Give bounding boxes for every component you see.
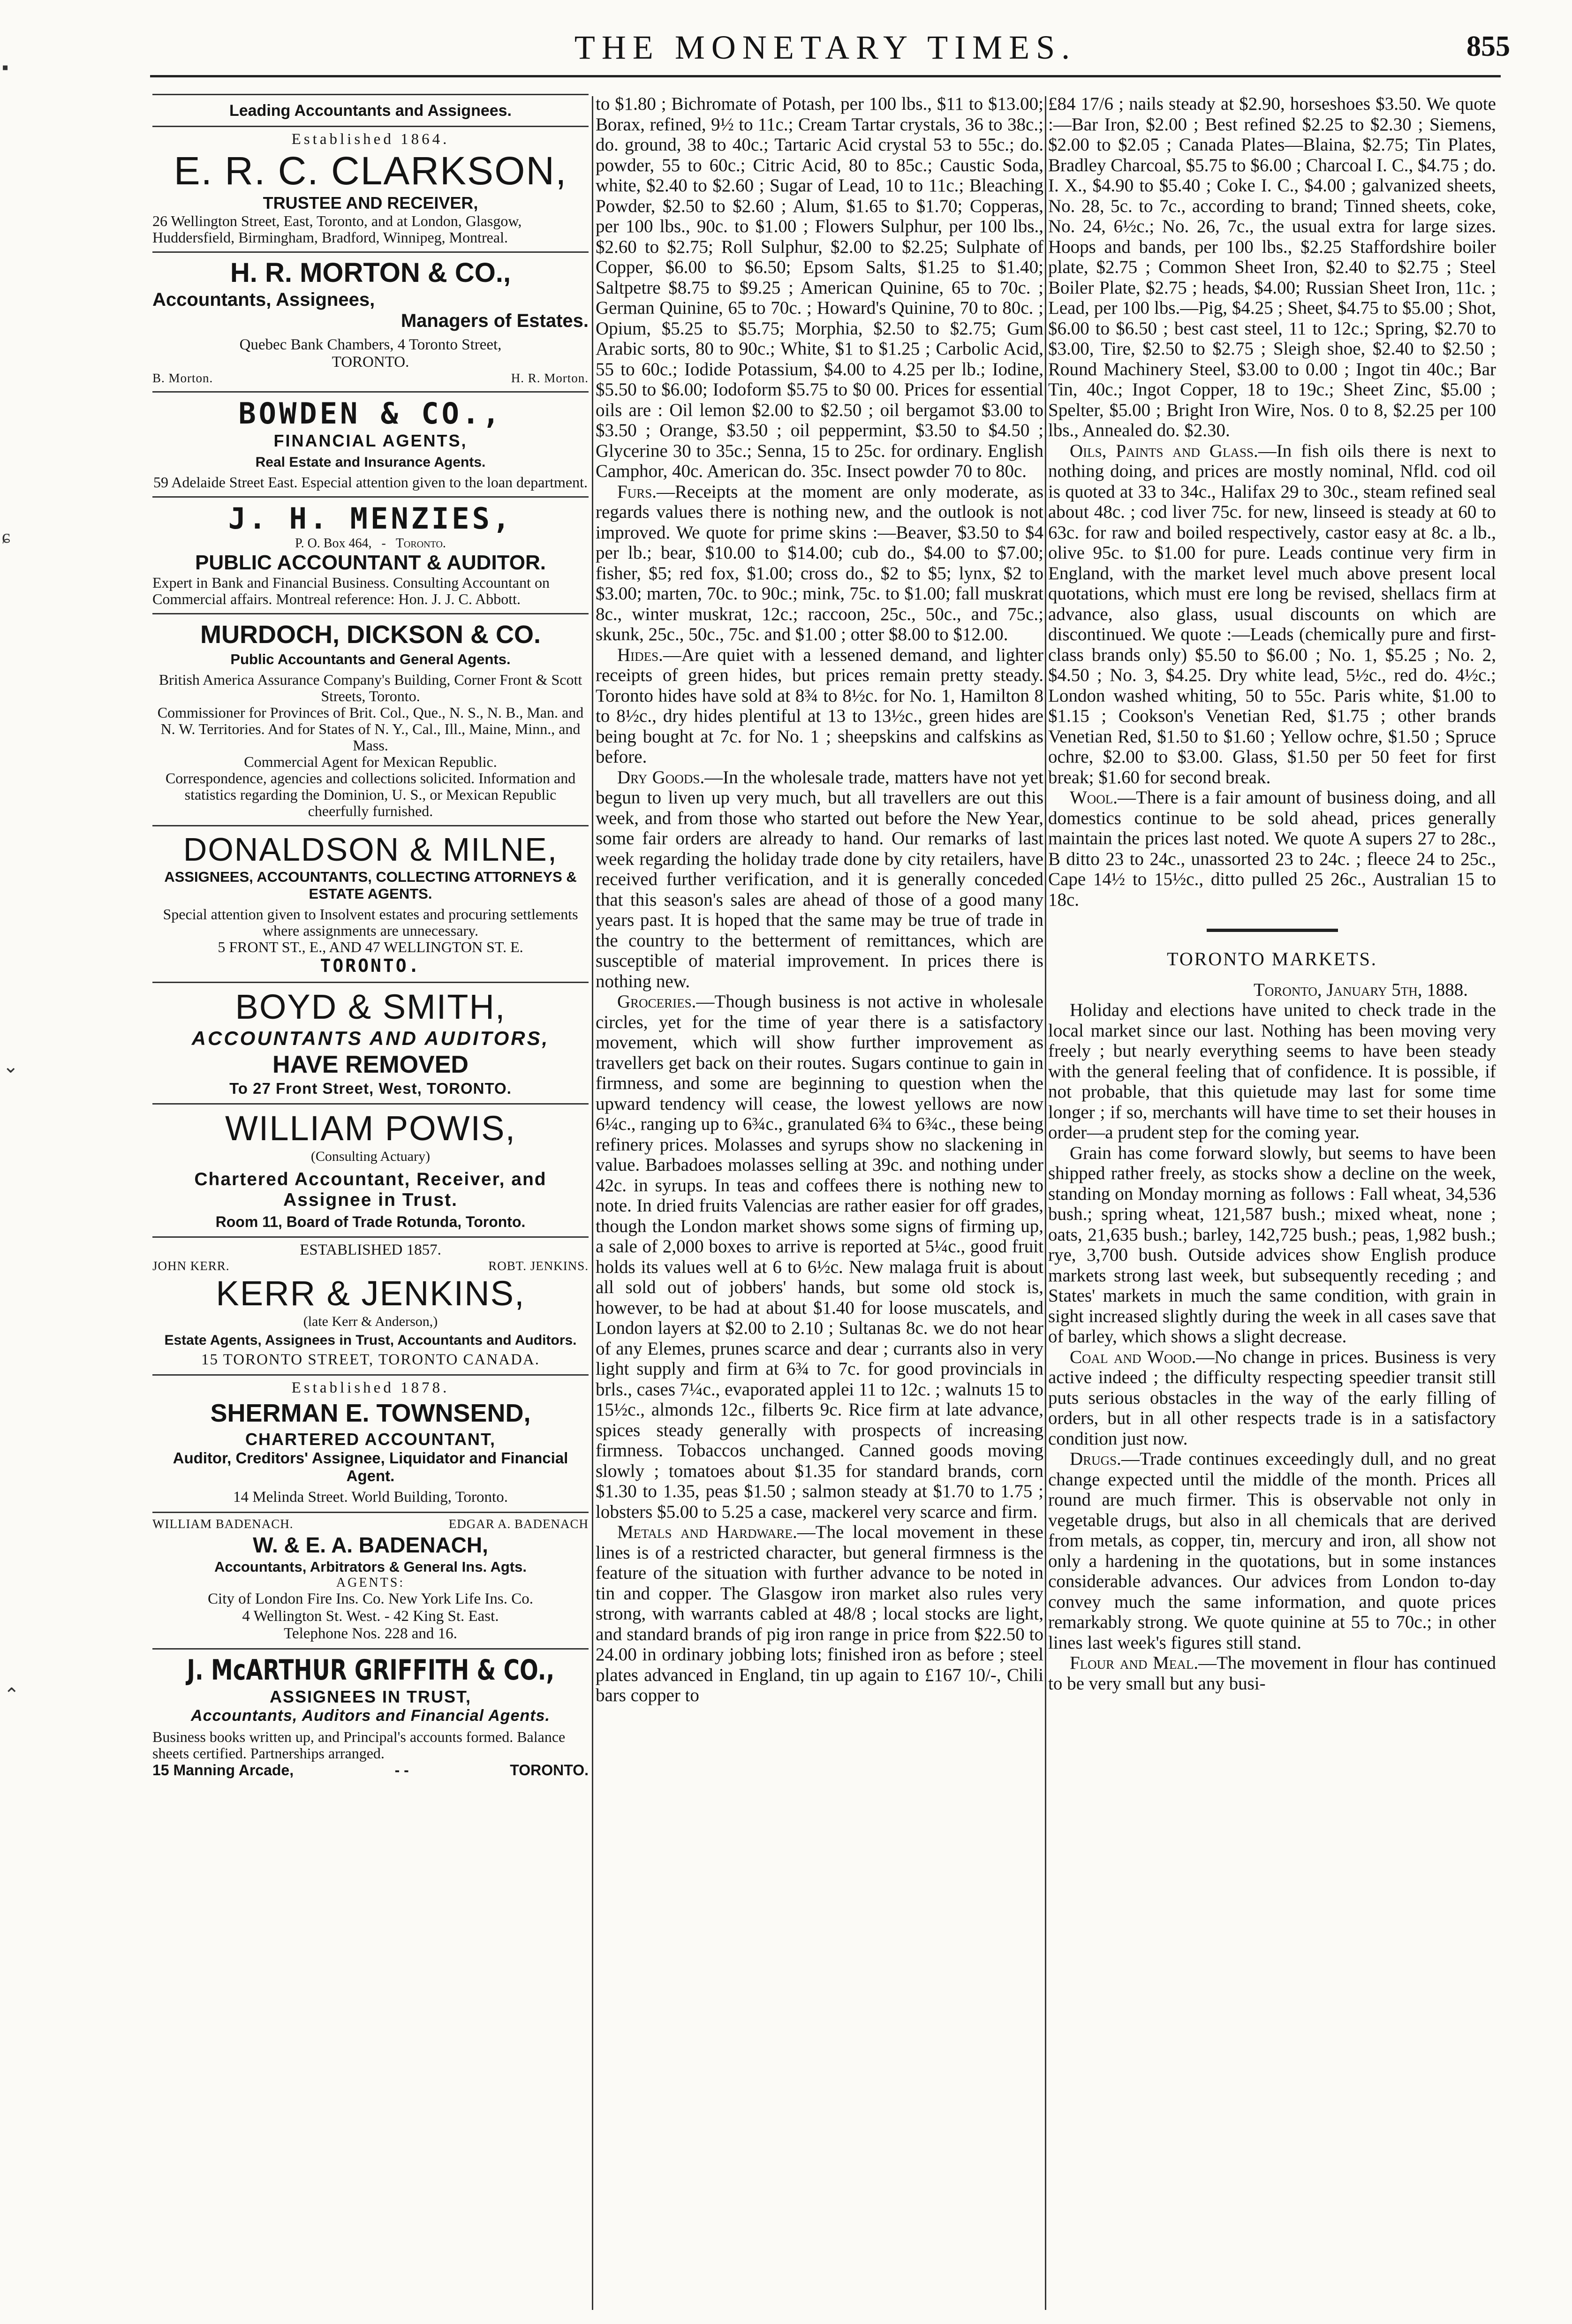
firm-role: Estate Agents, Assignees in Trust, Accountants and Auditors. xyxy=(164,1332,577,1348)
partner-left: WILLIAM BADENACH. xyxy=(152,1517,294,1531)
market-report-column-3 xyxy=(1048,94,1496,2312)
firm-name: J. H. MENZIES, xyxy=(228,501,513,536)
firm-role: ACCOUNTANTS AND AUDITORS, xyxy=(191,1027,550,1049)
firm-role: ASSIGNEES, ACCOUNTANTS, COLLECTING ATTORNEYS & ESTATE AGENTS. xyxy=(164,869,577,902)
masthead xyxy=(155,28,1510,75)
firm-line: Accountants, Auditors and Financial Agents. xyxy=(191,1707,550,1725)
section-divider xyxy=(1207,929,1338,932)
page-number: 855 xyxy=(1466,30,1510,62)
firm-name: E. R. C. CLARKSON, xyxy=(174,149,567,193)
grain-paragraph: Grain has come forward slowly, but seems to have been shipped rather freely, as stocks show a decline on the week, standing on Monday morning as follows : Fall wheat, 34,536 bush.; spring wheat, 121,587 bush.; mixed wheat, none ; oats, 21,635 bush.; barley, 142,725 bush.; peas, 1,982 bush.; rye, 3,700 bush. Outside advices show English produce markets strong last week, but subsequently receding ; and States' markets in much the same condition, with grain in sight increased slightly during the week in all cases save that of barley, which shows a slight decrease. xyxy=(1048,1143,1496,1347)
firm-name: MURDOCH, DICKSON & CO. xyxy=(200,621,541,649)
firm-line: Real Estate and Insurance Agents. xyxy=(255,454,486,470)
ad-murdoch xyxy=(152,614,589,826)
firm-name: WILLIAM POWIS, xyxy=(225,1109,516,1148)
ad-menzies xyxy=(152,498,589,614)
markets-intro-paragraph: Holiday and elections have united to check trade in the local market since our last. Nothing has been moving very freely ; but nearly everything seems to have been steady with the general feeling that of confidence. It is possible, if not probable, that this quietude may last for some time longer ; if so, merchants will have time to set their houses in order—a prudent step for the coming year. xyxy=(1048,1000,1496,1143)
ad-clarkson xyxy=(152,127,589,253)
ad-powis xyxy=(152,1105,589,1238)
ad-griffith xyxy=(152,1650,589,1785)
firm-sub: (late Kerr & Anderson,) xyxy=(303,1314,438,1329)
firm-name: BOWDEN & CO., xyxy=(238,396,503,431)
wool-heading: Wool. xyxy=(1070,787,1118,808)
established-line: Established 1878. xyxy=(291,1379,450,1396)
masthead-title: THE MONETARY TIMES. xyxy=(574,29,1077,66)
ad-kerr xyxy=(152,1238,589,1376)
firm-role: ASSIGNEES IN TRUST, xyxy=(269,1687,472,1706)
advertisements-column xyxy=(152,94,589,2312)
margin-mark: ⌃ xyxy=(4,1684,20,1705)
partner-left: B. Morton. xyxy=(152,371,213,385)
firm-name: W. & E. A. BADENACH, xyxy=(253,1533,488,1557)
partner-right: ROBT. JENKINS. xyxy=(488,1259,589,1273)
po-box-line: P. O. Box 464, - Toronto. xyxy=(295,536,446,551)
ad-badenach xyxy=(152,1513,589,1650)
firm-city: TORONTO. xyxy=(332,354,409,371)
established-line: Established 1864. xyxy=(291,131,450,148)
hides-heading: Hides. xyxy=(617,644,663,665)
metals-continued-paragraph: £84 17/6 ; nails steady at $2.90, horseshoes $3.50. We quote :—Bar Iron, $2.00 ; Best refined $2.25 to $2.30 ; Siemens, $2.00 to $2.05 ; Canada Plates—Blaina, $2.75; Tin Plates, Bradley Charcoal, $5.75 to $6.00 ; Charcoal I. C., $4.75 ; do. I. X., $4.90 to $5.40 ; Coke I. C., $4.00 ; galvanized sheets, No. 28, 5c. to 7c., according to brand; Tinned sheets, coke, No. 24, 6½c.; No. 26, 7c., the usual extra for large sizes. Hoops and bands, per 100 lbs., $2.25 Staffordshire boiler plate, $2.75 ; Common Sheet Iron, $2.40 to $2.75 ; Steel Boiler Plate, $2.75 ; heads, $4.00; Russian Sheet Iron, 11c. ; Lead, per 100 lbs.—Pig, $4.25 ; Sheet, $4.75 to $5.00 ; Shot, $6.00 to $6.50 ; best cast steel, 11 to 12c.; Spring, $2.70 to $3.00, Tire, $2.50 to $2.75 ; Sleigh shoe, $2.40 to $2.50 ; Round Machinery Steel, $3.00 to 0.00 ; Ingot tin 40c.; Bar Tin, 40c.; Ingot Copper, 18 to 19c.; Sheet Zinc, $5.00 ; Spelter, $5.00 ; Bright Iron Wire, Nos. 0 to 8, $2.25 per 100 lbs., Annealed do. $2.30. xyxy=(1048,94,1496,440)
firm-line: City of London Fire Ins. Co. New York Life Ins. Co. xyxy=(208,1590,533,1607)
ad-bowden xyxy=(152,393,589,498)
firm-name: H. R. MORTON & CO., xyxy=(230,257,511,288)
partner-right: H. R. Morton. xyxy=(511,371,589,385)
ad-donaldson xyxy=(152,826,589,983)
coal-heading: Coal and Wood. xyxy=(1070,1347,1196,1367)
ad-boyd xyxy=(152,983,589,1105)
firm-address: Room 11, Board of Trade Rotunda, Toronto. xyxy=(215,1213,526,1230)
firm-text: Business books written up, and Principal's accounts formed. Balance sheets certified. Partnerships arranged. xyxy=(152,1728,566,1762)
metals-heading: Metals and Hardware. xyxy=(617,1522,797,1542)
firm-text: Expert in Bank and Financial Business. Consulting Accountant on Commercial affairs. Montreal reference: Hon. J. J. C. Abbott. xyxy=(152,574,550,607)
established-line: ESTABLISHED 1857. xyxy=(300,1241,441,1258)
firm-role: CHARTERED ACCOUNTANT, xyxy=(245,1430,496,1449)
firm-address: 15 Manning Arcade, - - TORONTO. xyxy=(152,1762,589,1779)
firm-address: 26 Wellington Street, East, Toronto, and at London, Glasgow, Huddersfield, Birmingham, Bradford, Winnipeg, Montreal. xyxy=(152,212,522,246)
hides-paragraph: Hides.—Are quiet with a lessened demand, and lighter receipts of green hides, but prices remain pretty steady. Toronto hides have sold at 8¾ to 8½c. for No. 1, Hamilton 8 to 8½c., dry hides plentiful at 13 to 13½c., green hides are being bought at 7c. for No. 1 ; sheepskins and calfskins as before. xyxy=(596,644,1043,767)
firm-line: Commissioner for Provinces of Brit. Col., Que., N. S., N. B., Man. and N. W. Territories. And for States of N. Y., Cal., Ill., Maine, Minn., and Mass. xyxy=(157,704,584,754)
firm-line: Telephone Nos. 228 and 16. xyxy=(284,1625,457,1642)
firm-address: 15 TORONTO STREET, TORONTO CANADA. xyxy=(201,1351,540,1368)
firm-role: PUBLIC ACCOUNTANT & AUDITOR. xyxy=(195,551,546,574)
firm-name: BOYD & SMITH, xyxy=(235,987,506,1026)
firm-role: Chartered Accountant, Receiver, and Assignee in Trust. xyxy=(194,1169,547,1210)
firm-address: 14 Melinda Street. World Building, Toronto. xyxy=(233,1489,508,1506)
margin-mark: ⌄ xyxy=(3,1056,19,1077)
margin-mark: ɕ xyxy=(2,526,10,547)
firm-role: FINANCIAL AGENTS, xyxy=(273,431,468,450)
firm-notice: HAVE REMOVED xyxy=(272,1051,469,1078)
firm-role: TRUSTEE AND RECEIVER, xyxy=(263,193,478,212)
furs-paragraph: Furs.—Receipts at the moment are only moderate, as regards values there is nothing new, and the outlook is not improved. We quote for prime skins :—Beaver, $3.50 to $4 per lb.; bear, $10.00 to $14.00; cub do., $4.00 to $7.00; fisher, $5; red fox, $1.00; cross do., $2 to $5; lynx, $2 to $3.00; marten, 70c. to 90c.; mink, 75c. to $1.00; fall muskrat 8c., winter muskrat, 12c.; raccoon, 25c., 50c., and 75c.; skunk, 25c., 50c., 75c. and $1.00 ; otter $8.00 to $12.00. xyxy=(596,481,1043,644)
margin-mark: ▪ xyxy=(2,57,9,78)
toronto-markets-heading: TORONTO MARKETS. xyxy=(1167,948,1377,969)
firm-name: KERR & JENKINS, xyxy=(216,1274,525,1313)
firm-line: 4 Wellington St. West. - 42 King St. East. xyxy=(242,1608,499,1625)
firm-name: J. McARTHUR GRIFFITH & CO., xyxy=(187,1654,554,1687)
dry-goods-heading: Dry Goods. xyxy=(617,767,705,787)
oils-paragraph: Oils, Paints and Glass.—In fish oils there is next to nothing doing, and prices are mostly nominal, Nfld. cod oil is quoted at 33 to 34c., Halifax 29 to 30c., steam refined seal about 48c. ; cod liver 75c. for new, linseed is steady at 60 to 63c. for raw and boiled respectively, castor easy at 8c. a lb., olive 95c. to $1.00 for pure. Leads continue very firm in England, with the market level much above present local quotations, which must ere long be revised, shellacs firm at advance, also glass, usual discounts on which are discontinued. We quote :—Leads (chemically pure and first-class brands only) $5.50 to $6.00 ; No. 1, $5.25 ; No. 2, $4.50 ; No. 3, $4.25. Dry white lead, 5½c., red do. 4½c.; London washed whiting, 50 to 55c. Paris white, $1.00 to $1.15 ; Cookson's Venetian Red, $1.75 ; other brands Venetian Red, $1.50 to $1.60 ; Yellow ochre, $1.50 ; Spruce ochre, $2.00 to $3.00. Glass, $1.50 per 50 feet for first break; $1.60 for second break. xyxy=(1048,440,1496,787)
firm-line: Commercial Agent for Mexican Republic. xyxy=(244,753,497,770)
firm-city: TORONTO. xyxy=(320,955,421,976)
firm-sub: (Consulting Actuary) xyxy=(310,1149,431,1164)
partners-line xyxy=(152,371,589,386)
ad-morton xyxy=(152,253,589,393)
firm-role: Accountants, Assignees, xyxy=(152,289,375,310)
firm-address: Quebec Bank Chambers, 4 Toronto Street, xyxy=(239,336,502,353)
partner-left: JOHN KERR. xyxy=(152,1259,230,1273)
firm-address: 5 FRONT ST., E., AND 47 WELLINGTON ST. E. xyxy=(218,939,523,955)
firm-line: Auditor, Creditors' Assignee, Liquidator and Financial Agent. xyxy=(173,1449,568,1484)
firm-address: 59 Adelaide Street East. Especial attention given to the loan department. xyxy=(153,474,588,491)
drugs-heading: Drugs. xyxy=(1070,1449,1121,1469)
market-report-column-2 xyxy=(596,94,1043,2312)
metals-paragraph: Metals and Hardware.—The local movement in these lines is of a restricted character, but general firmness is the feature of the situation with further advance to be noted in tin and copper. The Glasgow iron market also rules very strong, with warrants cabled at 48/8 ; local stocks are light, and standard brands of pig iron range in price from $22.50 to 24.00 in ordinary jobbing lots; finished iron as before ; steel plates advanced in England, tin up again to £167 10/-, Chili bars copper to xyxy=(596,1522,1043,1705)
dry-goods-paragraph: Dry Goods.—In the wholesale trade, matters have not yet begun to liven up very much, but all travellers are out this week, and from those who started out before the New Year, some fair orders are already to hand. Our remarks of last week regarding the holiday trade done by city retailers, have received further verification, and it is generally conceded that this season's sales are ahead of those of a good many years past. It is hoped that the same may be true of trade in the country to the betterment of remittances, which are susceptible of material improvement. In prices there is nothing new. xyxy=(596,767,1043,992)
firm-role: Public Accountants and General Agents. xyxy=(230,651,511,667)
partner-right: EDGAR A. BADENACH xyxy=(448,1517,589,1531)
firm-text: Special attention given to Insolvent estates and procuring settlements where assignments are unnecessary. xyxy=(163,906,578,939)
section-heading: Leading Accountants and Assignees. xyxy=(152,94,589,127)
furs-heading: Furs. xyxy=(617,481,657,502)
firm-role: Accountants, Arbitrators & General Ins. Agts. xyxy=(214,1559,527,1575)
partners-line xyxy=(152,1259,589,1273)
drugs-paragraph: Drugs.—Trade continues exceedingly dull, and no great change expected until the middle of the month. Prices all round are much firmer. This is observable not only in vegetable drugs, but also in all chemicals that are derived from metals, as copper, tin, mercury and iron, all show not only a hardening in the quotations, but in some instances considerable advances. Our advices from London to-day convey much the same information, and quote prices remarkably strong. We quote quinine at 55 to 70c.; in other lines last week's figures still stand. xyxy=(1048,1449,1496,1653)
agents-label: AGENTS: xyxy=(336,1575,405,1590)
firm-name: SHERMAN E. TOWNSEND, xyxy=(210,1399,531,1427)
column-rule xyxy=(1045,96,1046,2310)
dateline: Toronto, January 5th, 1888. xyxy=(1253,979,1468,1000)
drugs-continued-paragraph: to $1.80 ; Bichromate of Potash, per 100 lbs., $11 to $13.00; Borax, refined, 9½ to 11c.; Cream Tartar crystals, 36 to 38c.; do. ground, 38 to 40c.; Tartaric Acid crystal 53 to 55c.; do. powder, 55 to 60c.; Citric Acid, 80 to 85c.; Caustic Soda, white, $2.40 to $2.60 ; Sugar of Lead, 10 to 11c.; Bleaching Powder, $2.50 to $2.60 ; Alum, $1.65 to $1.70; Copperas, per 100 lbs., 90c. to $1.00 ; Flowers Sulphur, per 100 lbs., $2.60 to $2.75; Roll Sulphur, $2.00 to $2.25; Sulphate of Copper, $6.00 to $6.50; Epsom Salts, $1.25 to $1.40; Saltpetre $8.75 to $9.25 ; American Quinine, 65 to 70c. ; German Quinine, 65 to 70c. ; Howard's Quinine, 70 to 80c. ; Opium, $5.25 to $5.75; Morphia, $2.50 to $2.75; Gum Arabic sorts, 80 to 90c.; White, $1 to $1.25 ; Carbolic Acid, 55 to 60c.; Iodide Potassium, $4.00 to 4.25 per lb.; Iodine, $5.50 to $6.00; Iodoform $5.75 to $0 00. Prices for essential oils are : Oil lemon $2.00 to $2.50 ; oil bergamot $3.00 to $3.50 ; Orange, $3.50 ; oil peppermint, $3.50 to $4.50 ; Glycerine 30 to 35c.; Senna, 15 to 25c. for ordinary. English Camphor, 40c. American do. 35c. Insect powder 70 to 80c. xyxy=(596,94,1043,481)
firm-role-2: Managers of Estates. xyxy=(401,310,589,331)
oils-heading: Oils, Paints and Glass. xyxy=(1070,440,1258,461)
ad-townsend xyxy=(152,1376,589,1513)
firm-line: Correspondence, agencies and collections solicited. Information and statistics regarding the Dominion, U. S., or Mexican Republic cheerfully furnished. xyxy=(165,770,576,819)
flour-paragraph: Flour and Meal.—The movement in flour has continued to be very small but any busi- xyxy=(1048,1653,1496,1694)
groceries-heading: Groceries. xyxy=(617,992,696,1012)
column-rule xyxy=(592,96,593,2310)
masthead-rule xyxy=(150,75,1501,77)
firm-address: To 27 Front Street, West, TORONTO. xyxy=(229,1080,512,1097)
wool-paragraph: Wool.—There is a fair amount of business doing, and all domestics continue to be sold ahead, prices generally maintain the prices last noted. We quote A supers 27 to 28c., B ditto 23 to 24c., unassorted 23 to 24c. ; fleece 24 to 25c., Cape 14½ to 15½c., ditto pulled 25 26c., Australian 15 to 18c. xyxy=(1048,787,1496,910)
firm-address: British America Assurance Company's Building, Corner Front & Scott Streets, Toronto. xyxy=(159,671,582,704)
partners-line xyxy=(152,1517,589,1531)
groceries-paragraph: Groceries.—Though business is not active in wholesale circles, yet for the time of year there is a satisfactory movement, which will show further improvement as travellers get back on their routes. Sugars continue to gain in firmness, and some are beginning to question when the upward tendency will cease, the lowest yellows are now 6¼c., ranging up to 6¾c., granulated 6¾ to 6¾c., these being refinery prices. Molasses and syrups show no slackening in value. Barbadoes molasses selling at 39c. and nothing under 42c. in syrups. In teas and coffees there is nothing new to note. In dried fruits Valencias are rather easier for off grades, though the London market shows some signs of firming up, a sale of 2,000 boxes to arrive is reported at 5¼c., good fruit holds its values well at 6 to 6½c. New malaga fruit is about all sold out of jobbers' hands, but some old stock is, however, to be had at about $1.40 for loose muscatels, and London layers at $2.00 to 2.10 ; Sultanas 8c. we do not hear of any Elemes, prunes scarce and dear ; currants also in very light supply and firm at 6¾ to 7c. for good provincials in brls., cases 7¼c., evaporated applei 11 to 12c. ; walnuts 15 to 15½c., almonds 12c., filberts 9c. Rice firm at late advance, spices steady generally with prospects of increasing firmness. Tobaccos unchanged. Canned goods moving slowly ; tomatoes about $1.35 for standard brands, corn $1.30 to 1.35, peas $1.50 ; salmon steady at $1.70 to 1.75 ; lobsters $5.00 to 5.25 a case, mackerel very scarce and firm. xyxy=(596,992,1043,1522)
flour-heading: Flour and Meal. xyxy=(1070,1653,1199,1673)
firm-name: DONALDSON & MILNE, xyxy=(183,831,558,868)
coal-paragraph: Coal and Wood.—No change in prices. Business is very active indeed ; the difficulty respecting speedier transit still puts serious obstacles in the way of the early filling of orders, but in all other respects trade is in a satisfactory condition just now. xyxy=(1048,1347,1496,1449)
